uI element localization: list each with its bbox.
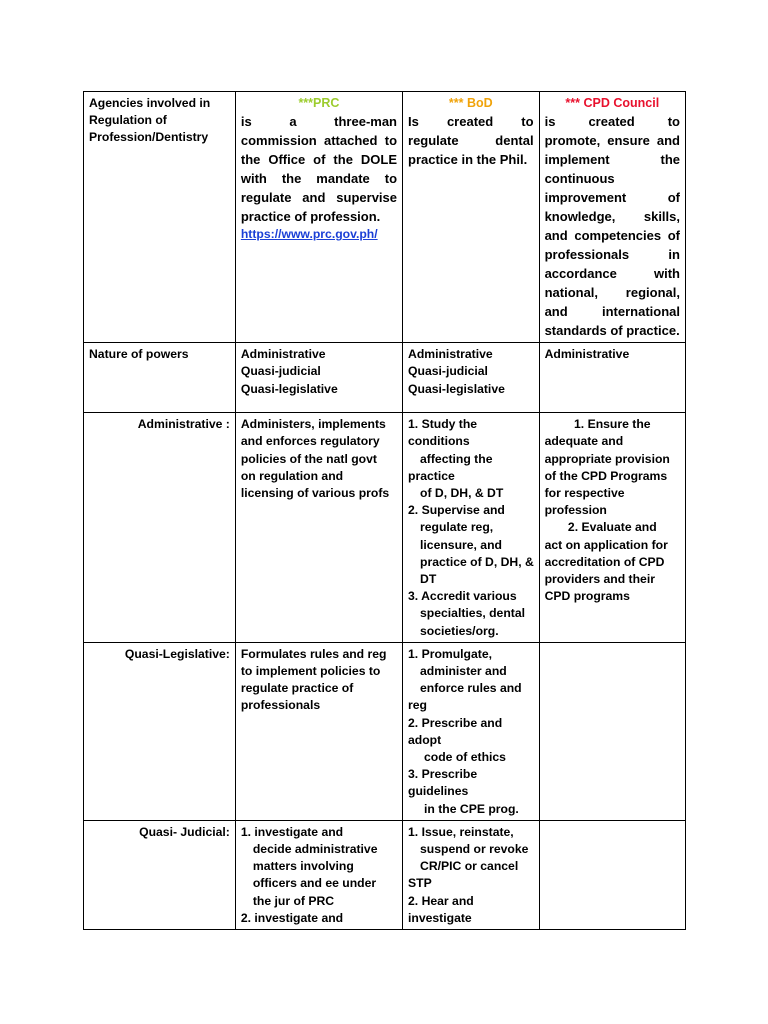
agencies-label-cell	[84, 92, 236, 343]
qj-prc-line: decide administrative	[252, 842, 378, 857]
ql-bod-line: adopt	[408, 732, 442, 747]
ql-prc-line: professionals	[240, 698, 321, 713]
table-row-quasi-judicial	[84, 820, 686, 929]
agencies-label-line: Profession/Dentistry	[89, 130, 209, 145]
ql-prc-line: to implement policies to	[240, 664, 381, 679]
nature-prc-cell	[235, 343, 402, 413]
bod-cell	[403, 92, 540, 343]
qj-bod-line: 2. Hear and	[408, 893, 474, 908]
ql-bod-line: in the CPE prog.	[424, 801, 519, 816]
table-row-quasi-legislative	[84, 642, 686, 820]
ql-bod-line: enforce rules and	[420, 681, 522, 696]
ql-bod-line: administer and	[420, 664, 507, 679]
admin-prc-line: and enforces regulatory	[240, 434, 380, 449]
admin-cpd-line: adequate and	[544, 434, 624, 449]
nature-bod-line: Administrative	[408, 347, 493, 362]
admin-bod-line: affecting the	[420, 451, 493, 466]
administrative-bod-cell	[403, 413, 540, 643]
nature-prc-line: Quasi-judicial	[240, 364, 321, 379]
prc-link[interactable]: https://www.prc.gov.ph/	[240, 227, 378, 242]
admin-cpd-line: 2. Evaluate and	[567, 520, 657, 535]
admin-bod-line: practice	[408, 468, 455, 483]
admin-cpd-line: act on application for	[544, 537, 668, 552]
admin-bod-line: licensure, and	[420, 537, 502, 552]
ql-bod-line: 2. Prescribe and	[408, 715, 503, 730]
ql-bod-line: guidelines	[408, 784, 469, 799]
admin-bod-line: 1. Study the	[408, 417, 478, 432]
table-row-header	[84, 92, 686, 343]
cpd-title: *** CPD Council	[565, 96, 660, 110]
ql-bod-line: 3. Prescribe	[408, 767, 478, 782]
nature-cpd-cell	[539, 343, 685, 413]
prc-title: ***PRC	[298, 96, 340, 110]
ql-bod-line: reg	[408, 698, 427, 713]
admin-cpd-line: profession	[544, 503, 607, 518]
bod-description: Is created to regulate dental practice in the Phil.	[408, 114, 534, 168]
bod-title: *** BoD	[448, 96, 493, 110]
agencies-label-line: Regulation of	[89, 113, 167, 128]
administrative-cpd-cell	[539, 413, 685, 643]
nature-bod-line: Quasi-legislative	[408, 381, 505, 396]
admin-bod-line: societies/org.	[420, 623, 499, 638]
qj-bod-line: CR/PIC or cancel	[420, 859, 519, 874]
qj-prc-line: 2. investigate and	[240, 910, 344, 925]
admin-bod-line: of D, DH, & DT	[420, 486, 504, 501]
administrative-label: Administrative :	[84, 413, 236, 643]
ql-bod-line: code of ethics	[424, 750, 506, 765]
qj-prc-line: 1. investigate and	[240, 824, 344, 839]
admin-bod-line: regulate reg,	[420, 520, 494, 535]
admin-cpd-line: for respective	[544, 486, 625, 501]
quasi-legislative-cpd-cell	[539, 642, 685, 820]
quasi-judicial-label: Quasi- Judicial:	[84, 820, 236, 929]
nature-label: Nature of powers	[84, 343, 236, 413]
agencies-label-line: Agencies involved in	[89, 96, 211, 110]
nature-prc-line: Administrative	[240, 347, 326, 362]
admin-prc-line: licensing of various profs	[240, 486, 390, 501]
qj-prc-line: the jur of PRC	[252, 893, 335, 908]
prc-description: is a three-man commission attached to the Office of the DOLE with the mandate to regulate and supervise practice of profession.	[240, 114, 398, 225]
cpd-cell	[539, 92, 685, 343]
nature-bod-line: Quasi-judicial	[408, 364, 488, 379]
qj-prc-line: matters involving	[252, 859, 354, 874]
admin-cpd-line: of the CPD Programs	[544, 468, 668, 483]
admin-bod-line: practice of D, DH, &	[420, 554, 534, 569]
admin-bod-line: DT	[420, 572, 437, 587]
quasi-judicial-cpd-cell	[539, 820, 685, 929]
qj-bod-line: suspend or revoke	[420, 842, 529, 857]
admin-cpd-line: CPD programs	[544, 589, 630, 604]
table-row-nature	[84, 343, 686, 413]
ql-prc-line: Formulates rules and reg	[240, 646, 387, 661]
quasi-judicial-bod-cell	[403, 820, 540, 929]
administrative-prc-cell	[235, 413, 402, 643]
qj-bod-line: STP	[408, 876, 432, 891]
quasi-legislative-bod-cell	[403, 642, 540, 820]
admin-bod-line: 3. Accredit various	[408, 589, 517, 604]
ql-bod-line: 1. Promulgate,	[408, 646, 492, 661]
nature-bod-cell	[403, 343, 540, 413]
quasi-judicial-prc-cell	[235, 820, 402, 929]
qj-bod-line: 1. Issue, reinstate,	[408, 824, 514, 839]
quasi-legislative-label: Quasi-Legislative:	[84, 642, 236, 820]
admin-cpd-line: appropriate provision	[544, 451, 670, 466]
cpd-description: is created to promote, ensure and implement the continuous improvement of knowledge, skills, and competencies of professionals in accordance with national, regional, and international standards of practice.	[544, 114, 680, 339]
admin-cpd-line: accreditation of CPD	[544, 554, 665, 569]
admin-cpd-line: providers and their	[544, 572, 655, 587]
qj-prc-line: officers and ee under	[252, 876, 377, 891]
qj-bod-line: investigate	[408, 910, 472, 925]
agencies-table	[83, 91, 686, 930]
admin-bod-line: specialties, dental	[420, 606, 526, 621]
admin-bod-line: conditions	[408, 434, 470, 449]
admin-prc-line: Administers, implements	[240, 417, 386, 432]
quasi-legislative-prc-cell	[235, 642, 402, 820]
admin-prc-line: policies of the natl govt	[240, 451, 377, 466]
nature-prc-line: Quasi-legislative	[240, 381, 338, 396]
admin-cpd-line: 1. Ensure the	[574, 417, 651, 432]
ql-prc-line: regulate practice of	[240, 681, 354, 696]
nature-cpd-line: Administrative	[544, 347, 630, 362]
table-row-administrative	[84, 413, 686, 643]
prc-cell	[235, 92, 402, 343]
admin-bod-line: 2. Supervise and	[408, 503, 505, 518]
admin-prc-line: on regulation and	[240, 468, 344, 483]
